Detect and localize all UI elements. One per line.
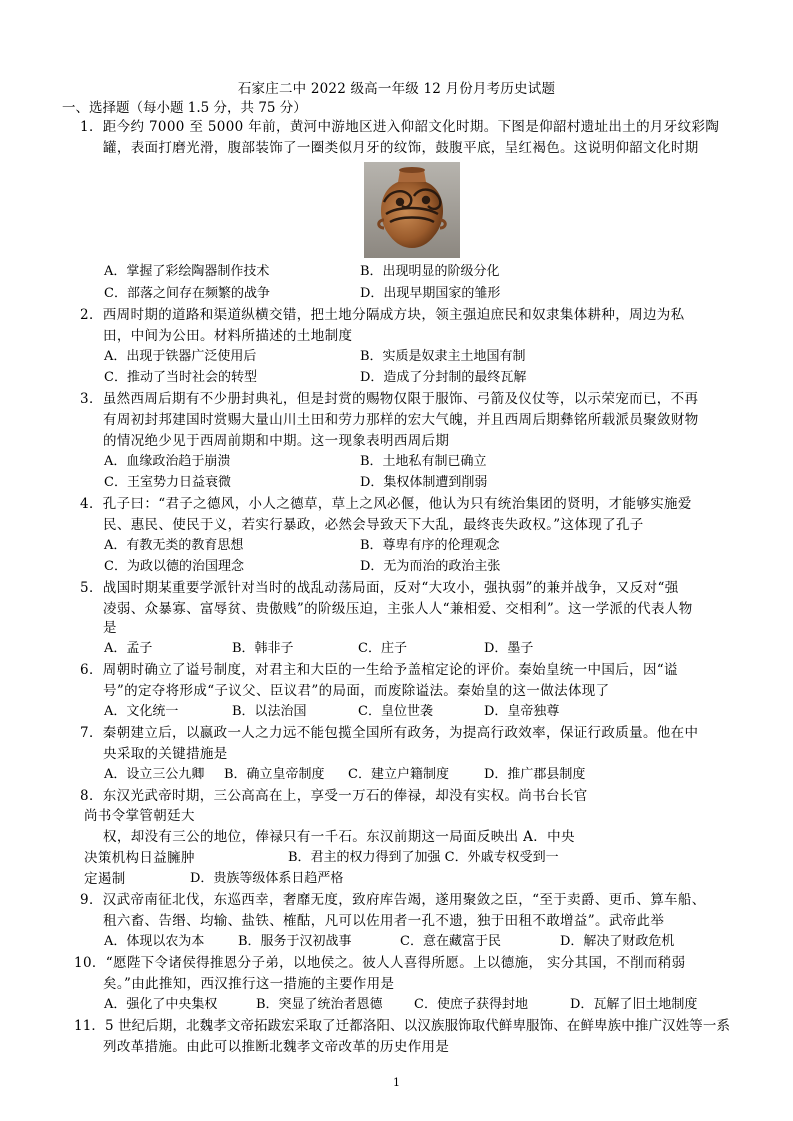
q6-option-b: B．以法治国 bbox=[232, 704, 307, 719]
q2-line-1: 2．西周时期的道路和渠道纵横交错，把土地分隔成方块，领主强迫庶民和奴隶集体耕种，周边为私 bbox=[80, 307, 685, 323]
q6-option-c: C．皇位世袭 bbox=[358, 704, 433, 719]
q4-line-2: 民、惠民、使民于义，若实行暴政，必然会导致天下大乱，最终丧失政权。”这体现了孔子 bbox=[103, 517, 644, 533]
q1-line-2: 罐，表面打磨光滑，腹部装饰了一圈类似月牙的纹饰，鼓腹平底，呈红褐色。这说明仰韶文化时期 bbox=[103, 140, 699, 156]
q1-option-c: C．部落之间存在频繁的战争 bbox=[104, 286, 270, 301]
q5-option-d: D．墨子 bbox=[484, 641, 534, 656]
q8-line-5: 定遏制 bbox=[84, 871, 126, 887]
q3-line-2: 有周初封邦建国时赏赐大量山川土田和劳力那样的宏大气魄，并且西周后期彝铭所载派员聚敛财物 bbox=[103, 412, 699, 428]
q2-option-c: C．推动了当时社会的转型 bbox=[104, 370, 257, 385]
q7-option-d: D．推广郡县制度 bbox=[484, 767, 586, 782]
q6-line-1: 6．周朝时确立了谥号制度，对君主和大臣的一生给予盖棺定论的评价。秦始皇统一中国后，因“谥 bbox=[80, 662, 678, 678]
q4-line-1: 4．孔子曰：“君子之德风，小人之德草，草上之风必偃，他认为只有统治集团的贤明，才能够实施爱 bbox=[80, 496, 692, 512]
q9-option-b: B．服务于汉初战事 bbox=[238, 934, 352, 949]
q7-line-1: 7．秦朝建立后，以嬴政一人之力远不能包揽全国所有政务，为提高行政效率，保证行政质量。他在中 bbox=[80, 725, 699, 741]
q9-option-a: A．体现以农为本 bbox=[104, 934, 205, 949]
q5-option-a: A．孟子 bbox=[104, 641, 153, 656]
section-heading: 一、选择题（每小题 1.5 分，共 75 分） bbox=[62, 100, 307, 116]
q7-option-a: A．设立三公九卿 bbox=[104, 767, 205, 782]
q1-line-1: 1．距今约 7000 至 5000 年前，黄河中游地区进入仰韶文化时期。下图是仰韶村遗址出土的月牙纹彩陶 bbox=[80, 119, 720, 135]
q1-option-d: D．出现早期国家的雏形 bbox=[360, 286, 501, 301]
q8-line-4: 决策机构日益臃肿 bbox=[84, 850, 195, 866]
q10-option-b: B．突显了统治者恩德 bbox=[256, 997, 383, 1012]
q6-option-d: D．皇帝独尊 bbox=[484, 704, 560, 719]
page-title: 石家庄二中 2022 级高一年级 12 月份月考历史试题 bbox=[237, 81, 556, 97]
q2-option-d: D．造成了分封制的最终瓦解 bbox=[360, 370, 527, 385]
q2-option-b: B．实质是奴隶主土地国有制 bbox=[360, 349, 526, 364]
q3-line-1: 3．虽然西周后期有不少册封典礼，但是封赏的赐物仅限于服饰、弓箭及仪仗等，以示荣宠而已，不再 bbox=[80, 391, 699, 407]
q9-option-c: C．意在藏富于民 bbox=[400, 934, 501, 949]
q4-option-b: B．尊卑有序的伦理观念 bbox=[360, 538, 500, 553]
q5-option-c: C．庄子 bbox=[358, 641, 407, 656]
q6-option-a: A．文化统一 bbox=[104, 704, 179, 719]
q1-option-b: B．出现明显的阶级分化 bbox=[360, 264, 500, 279]
q3-option-c: C．王室势力日益衰微 bbox=[104, 475, 231, 490]
q3-line-3: 的情况绝少见于西周前期和中期。这一现象表明西周后期 bbox=[103, 433, 450, 449]
q5-line-3: 是 bbox=[103, 620, 117, 636]
q3-option-b: B．土地私有制已确立 bbox=[360, 454, 487, 469]
q10-line-2: 矣。”由此推知，西汉推行这一措施的主要作用是 bbox=[103, 976, 395, 992]
q2-line-2: 田，中间为公田。材料所描述的土地制度 bbox=[103, 328, 353, 344]
q5-line-2: 凌弱、众暴寡、富辱贫、贵傲贱”的阶级压迫，主张人人“兼相爱、交相利”。这一学派的代表人物 bbox=[103, 601, 693, 617]
pottery-jar-image bbox=[364, 162, 460, 258]
q4-option-c: C．为政以德的治国理念 bbox=[104, 559, 244, 574]
q9-line-1: 9．汉武帝南征北伐，东巡西幸，奢靡无度，致府库告竭，遂用聚敛之臣，“至于卖爵、更币、算车船、 bbox=[80, 892, 706, 908]
q7-option-b: B．确立皇帝制度 bbox=[224, 767, 325, 782]
q11-line-1: 11．5 世纪后期，北魏孝文帝拓跋宏采取了迁都洛阳、以汉族服饰取代鲜卑服饰、在鲜卑族中推广汉姓等一系 bbox=[74, 1018, 731, 1034]
q4-option-d: D．无为而治的政治主张 bbox=[360, 559, 501, 574]
q1-option-a: A．掌握了彩绘陶器制作技术 bbox=[104, 264, 270, 279]
q5-option-b: B．韩非子 bbox=[232, 641, 294, 656]
q7-line-2: 央采取的关键措施是 bbox=[103, 746, 228, 762]
q10-line-1: 10．“愿陛下令诸侯得推恩分子弟，以地侯之。彼人人喜得所愿。上以德施， 实分其国，不削而稍弱 bbox=[74, 955, 686, 971]
q11-line-2: 列改革措施。由此可以推断北魏孝文帝改革的历史作用是 bbox=[103, 1039, 450, 1055]
q8-line-2: 尚书令掌管朝廷大 bbox=[84, 808, 195, 824]
q10-option-c: C．使庶子获得封地 bbox=[414, 997, 528, 1012]
q3-option-a: A．血缘政治趋于崩溃 bbox=[104, 454, 231, 469]
q9-line-2: 租六畜、告缗、均输、盐铁、榷酤，凡可以佐用者一孔不遗，独于田租不敢增益”。武帝此举 bbox=[103, 913, 665, 929]
page-number: 1 bbox=[393, 1076, 400, 1089]
q10-option-d: D．瓦解了旧土地制度 bbox=[570, 997, 698, 1012]
q4-option-a: A．有教无类的教育思想 bbox=[104, 538, 244, 553]
q8-option-d: D．贵族等级体系日趋严格 bbox=[190, 871, 344, 886]
q8-line-1: 8．东汉光武帝时期，三公高高在上，享受一万石的俸禄，却没有实权。尚书台长官 bbox=[80, 788, 588, 804]
q8-option-b: B．君主的权力得到了加强 C．外戚专权受到一 bbox=[288, 850, 559, 865]
q6-line-2: 号”的定夺将形成“子议父、臣议君”的局面，而废除谥法。秦始皇的这一做法体现了 bbox=[103, 683, 610, 699]
q2-option-a: A．出现于铁器广泛使用后 bbox=[104, 349, 257, 364]
q9-option-d: D．解决了财政危机 bbox=[560, 934, 675, 949]
q5-line-1: 5．战国时期某重要学派针对当时的战乱动荡局面，反对“大攻小，强执弱”的兼并战争，又反对“强 bbox=[80, 580, 679, 596]
q8-line-3: 权，却没有三公的地位，俸禄只有一千石。东汉前期这一局面反映出 A．中央 bbox=[103, 829, 575, 845]
q7-option-c: C．建立户籍制度 bbox=[348, 767, 449, 782]
q3-option-d: D．集权体制遭到削弱 bbox=[360, 475, 488, 490]
q10-option-a: A．强化了中央集权 bbox=[104, 997, 218, 1012]
